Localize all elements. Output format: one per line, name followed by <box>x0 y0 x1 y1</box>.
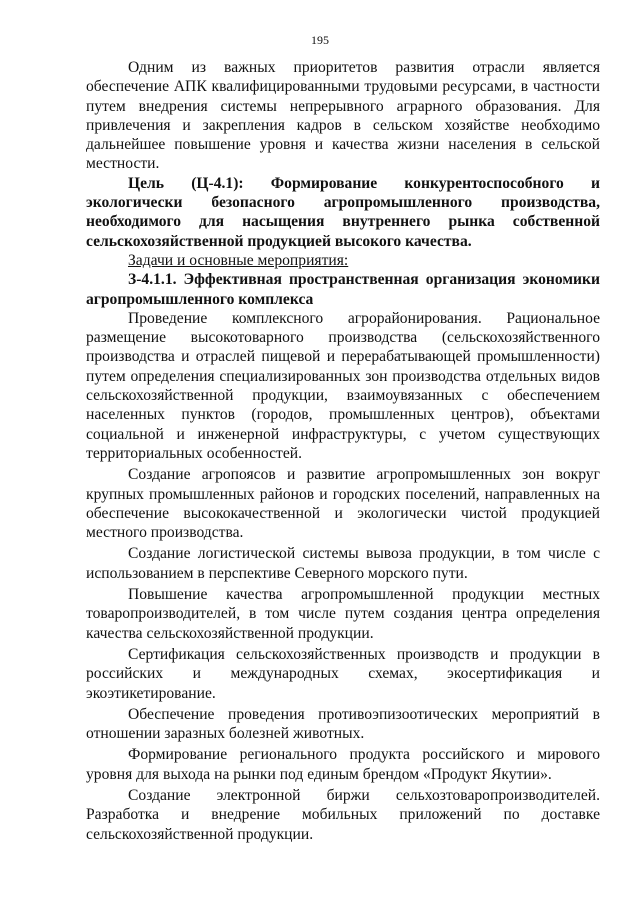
goal-heading: Цель (Ц-4.1): Формирование конкурентоспособного и экологически безопасного агропромышленного производства, необходимого для насыщения внутреннего рынка собственной сельскохозяйственной продукцией высокого качества. <box>86 174 600 250</box>
document-body <box>86 58 600 844</box>
task-heading: З-4.1.1. Эффективная пространственная организация экономики агропромышленного комплекса <box>86 271 600 308</box>
paragraph-certification: Сертификация сельскохозяйственных производств и продукции в российских и международных схемах, экосертификация и экоэтикетирование. <box>86 645 600 702</box>
paragraph-agrozoning: Проведение комплексного агрорайонирования. Рациональное размещение высокотоварного производства (сельскохозяйственного производства и отраслей пищевой и перерабатывающей промышленности) путем определения специализированных зон производства отдельных видов сельскохозяйственной продукции, взаимоувязанных с обеспечением населенных пунктов (городов, промышленных центров), объектами социальной и инженерной инфраструктуры, с учетом существующих территориальных особенностей. <box>86 309 600 462</box>
paragraph-exchange: Создание электронной биржи сельхозтоваропроизводителей. Разработка и внедрение мобильных приложений по доставке сельскохозяйственной продукции. <box>86 786 600 843</box>
paragraph-quality: Повышение качества агропромышленной продукции местных товаропроизводителей, в том числе путем создания центра определения качества сельскохозяйственной продукции. <box>86 586 600 642</box>
paragraph-intro: Одним из важных приоритетов развития отрасли является обеспечение АПК квалифицированными трудовыми ресурсами, в частности путем внедрения системы непрерывного аграрного образования. Для привлечения и закрепления кадров в сельском хозяйстве необходимо дальнейшее повышение уровня и качества жизни населения в сельской местности. <box>86 59 600 173</box>
page-number: 195 <box>311 33 329 47</box>
paragraph-brand: Формирование регионального продукта российского и мирового уровня для выхода на рынки под единым брендом «Продукт Якутии». <box>86 746 600 783</box>
paragraph-epizootic: Обеспечение проведения противоэпизоотических мероприятий в отношении заразных болезней животных. <box>86 705 600 743</box>
tasks-heading: Задачи и основные мероприятия: <box>128 251 349 269</box>
paragraph-logistics: Создание логистической системы вывоза продукции, в том числе с использованием в перспективе Северного морского пути. <box>86 545 600 582</box>
paragraph-agrobelts: Создание агропоясов и развитие агропромышленных зон вокруг крупных промышленных районов и городских поселений, направленных на обеспечение высококачественной и экологически чистой продукцией местного производства. <box>86 466 600 542</box>
